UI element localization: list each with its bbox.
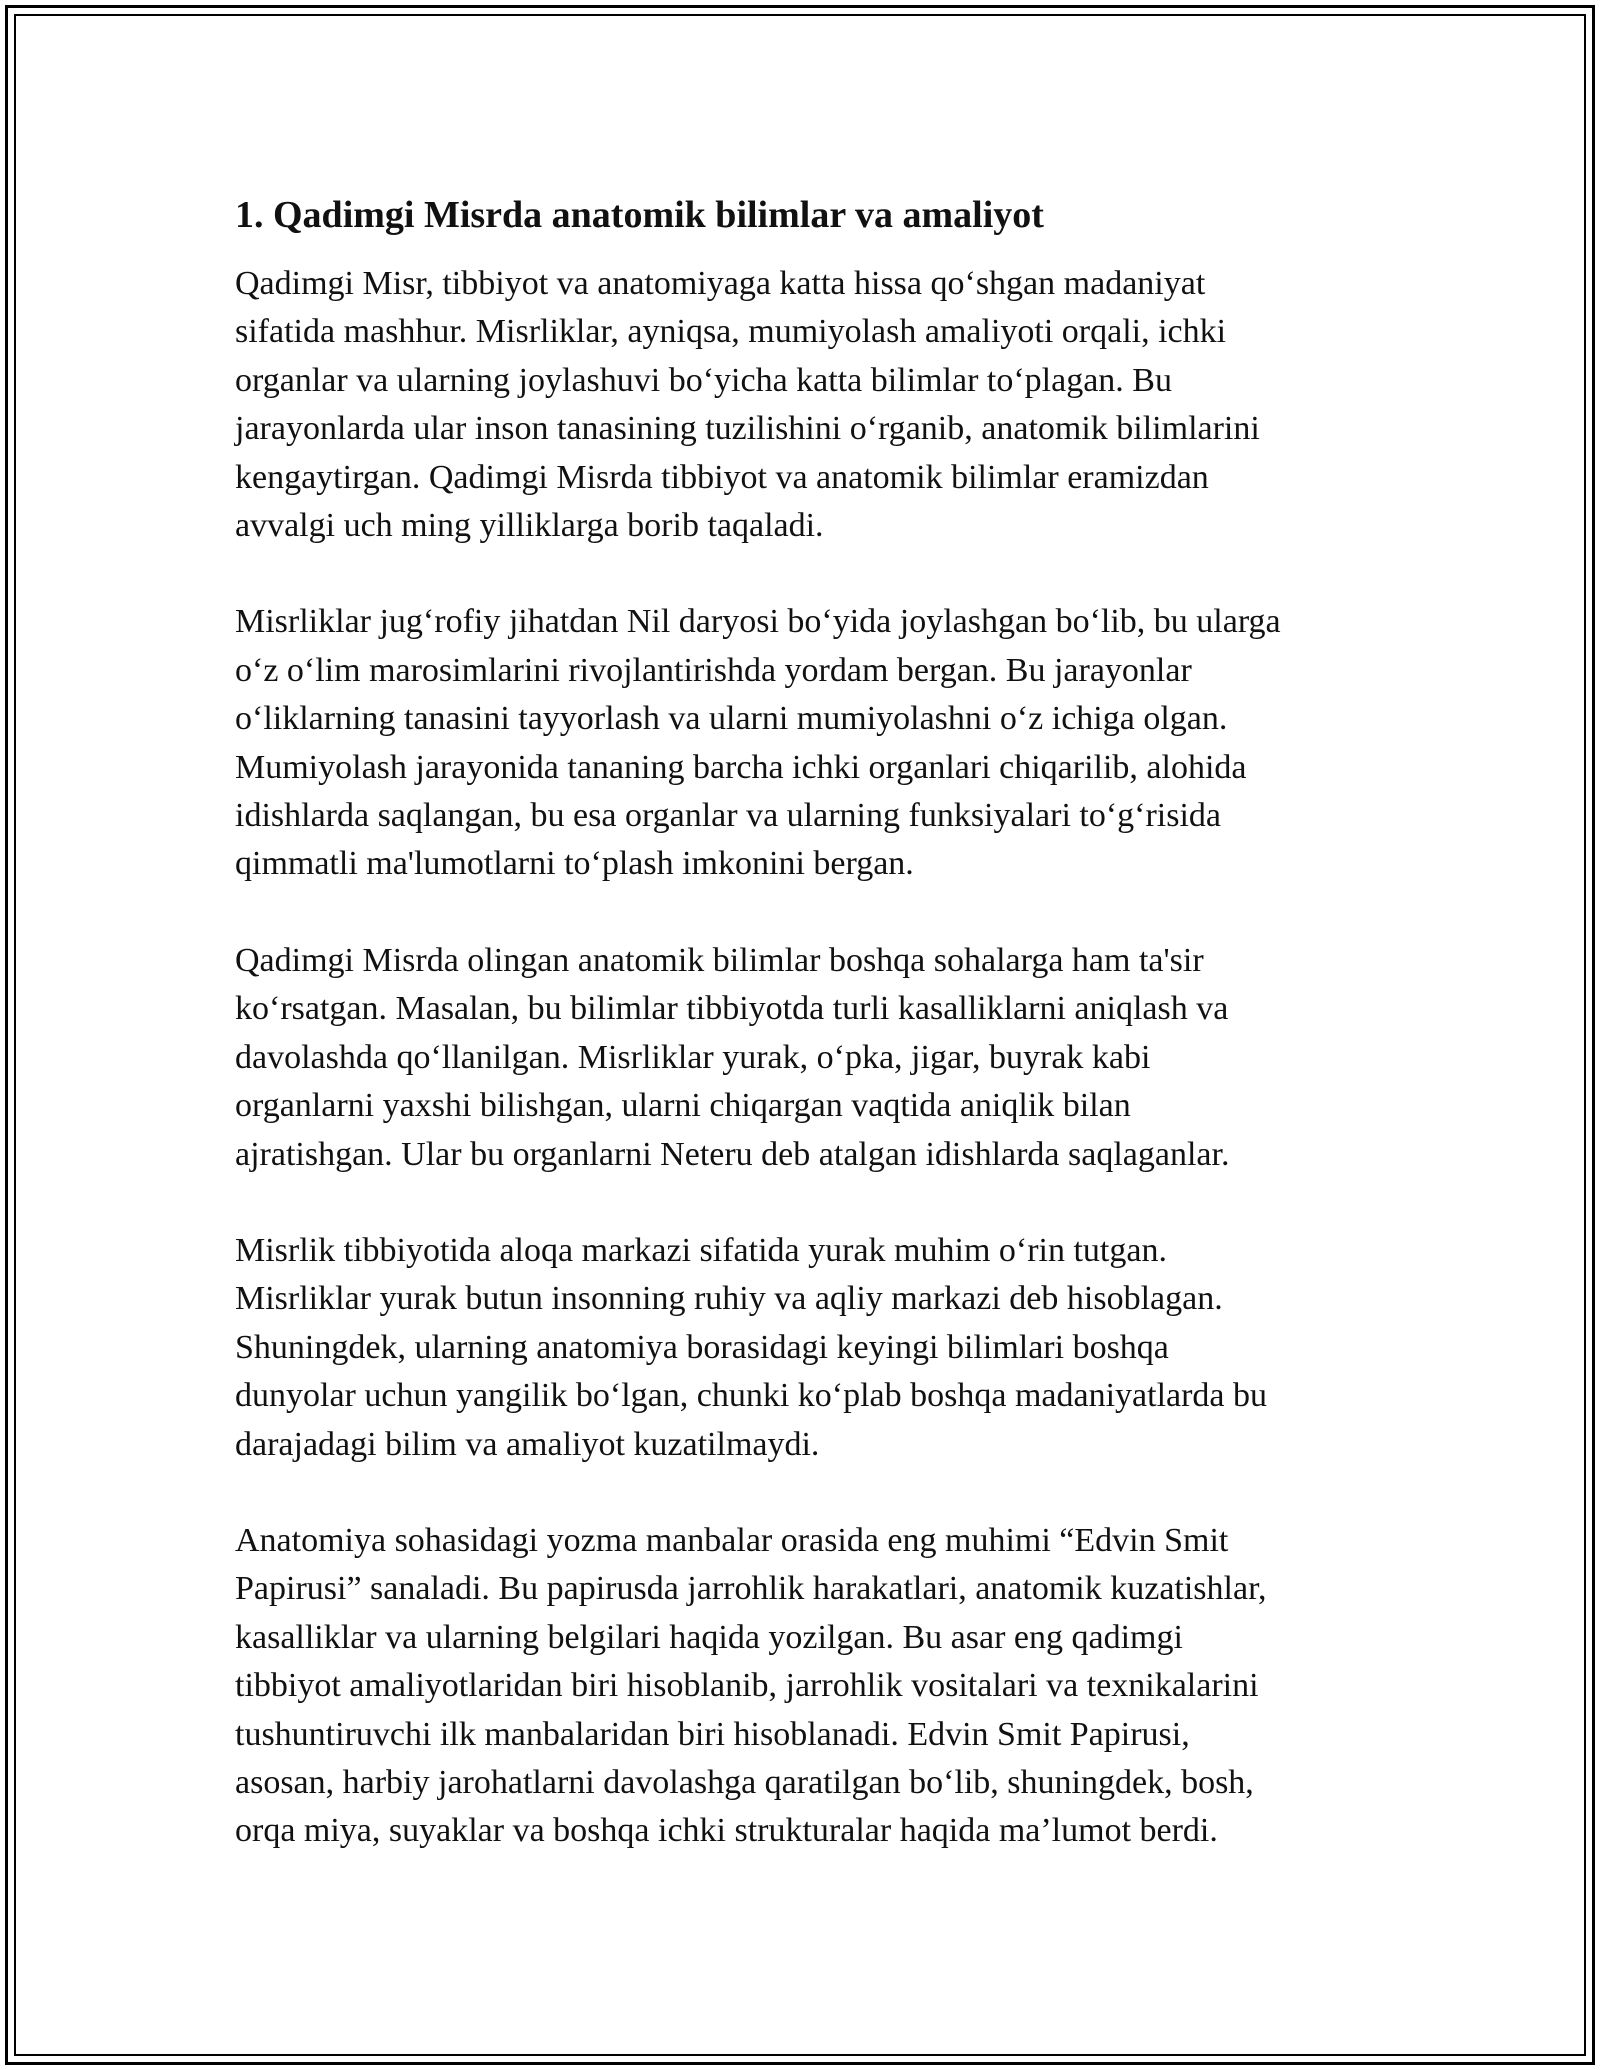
text-line: o‘liklarning tanasini tayyorlash va ularni mumiyolashni o‘z ichiga olgan. xyxy=(235,700,1228,738)
text-line: orqa miya, suyaklar va boshqa ichki strukturalar haqida ma’lumot berdi. xyxy=(235,1812,1218,1850)
paragraph-5 xyxy=(235,1517,1375,1856)
paragraph-4 xyxy=(235,1227,1375,1469)
text-line: organlar va ularning joylashuvi bo‘yicha katta bilimlar to‘plagan. Bu xyxy=(235,361,1172,399)
text-line: tushuntiruvchi ilk manbalaridan biri hisoblanadi. Edvin Smit Papirusi, xyxy=(235,1715,1190,1753)
text-line: Mumiyolash jarayonida tananing barcha ichki organlari chiqarilib, alohida xyxy=(235,748,1247,786)
text-line: idishlarda saqlangan, bu esa organlar va ularning funksiyalari to‘g‘risida xyxy=(235,797,1222,835)
text-line: Papirusi” sanaladi. Bu papirusda jarrohlik harakatlari, anatomik kuzatishlar, xyxy=(235,1570,1267,1608)
text-line: avvalgi uch ming yilliklarga borib taqaladi. xyxy=(235,507,824,545)
text-line: dunyolar uchun yangilik bo‘lgan, chunki ko‘plab boshqa madaniyatlarda bu xyxy=(235,1377,1268,1415)
text-line: davolashda qo‘llanilgan. Misrliklar yurak, o‘pka, jigar, buyrak kabi xyxy=(235,1038,1151,1076)
text-line: asosan, harbiy jarohatlarni davolashga qaratilgan bo‘lib, shuningdek, bosh, xyxy=(235,1763,1254,1801)
text-line: Misrliklar jug‘rofiy jihatdan Nil daryosi bo‘yida joylashgan bo‘lib, bu ularga xyxy=(235,603,1281,641)
text-line: ko‘rsatgan. Masalan, bu bilimlar tibbiyotda turli kasalliklarni aniqlash va xyxy=(235,990,1229,1028)
text-line: sifatida mashhur. Misrliklar, ayniqsa, mumiyolash amaliyoti orqali, ichki xyxy=(235,313,1227,351)
text-line: darajadagi bilim va amaliyot kuzatilmaydi. xyxy=(235,1425,820,1463)
text-line: Qadimgi Misr, tibbiyot va anatomiyaga katta hissa qo‘shgan madaniyat xyxy=(235,265,1206,302)
text-line: Anatomiya sohasidagi yozma manbalar orasida eng muhimi “Edvin Smit xyxy=(235,1521,1229,1559)
text-line: kengaytirgan. Qadimgi Misrda tibbiyot va anatomik bilimlar eramizdan xyxy=(235,458,1209,496)
text-line: jarayonlarda ular inson tanasining tuzilishini o‘rganib, anatomik bilimlarini xyxy=(235,410,1260,448)
document-body xyxy=(235,190,1375,1904)
section-heading: 1. Qadimgi Misrda anatomik bilimlar va amaliyot xyxy=(235,194,1044,236)
text-line: ajratishgan. Ular bu organlarni Neteru deb atalgan idishlarda saqlaganlar. xyxy=(235,1135,1230,1173)
paragraph-2 xyxy=(235,598,1375,888)
text-line: organlarni yaxshi bilishgan, ularni chiqargan vaqtida aniqlik bilan xyxy=(235,1087,1131,1125)
text-line: Qadimgi Misrda olingan anatomik bilimlar boshqa sohalarga ham ta'sir xyxy=(235,941,1204,979)
text-line: tibbiyot amaliyotlaridan biri hisoblanib, jarrohlik vositalari va texnikalarini xyxy=(235,1667,1259,1705)
text-line: Shuningdek, ularning anatomiya borasidagi keyingi bilimlari boshqa xyxy=(235,1328,1169,1366)
text-line: Misrliklar yurak butun insonning ruhiy va aqliy markazi deb hisoblagan. xyxy=(235,1280,1223,1318)
text-line: qimmatli ma'lumotlarni to‘plash imkonini bergan. xyxy=(235,845,914,883)
paragraph-3 xyxy=(235,937,1375,1179)
text-line: Misrlik tibbiyotida aloqa markazi sifatida yurak muhim o‘rin tutgan. xyxy=(235,1231,1167,1269)
text-line: kasalliklar va ularning belgilari haqida yozilgan. Bu asar eng qadimgi xyxy=(235,1618,1183,1656)
paragraph-1 xyxy=(235,260,1375,550)
text-line: o‘z o‘lim marosimlarini rivojlantirishda yordam bergan. Bu jarayonlar xyxy=(235,651,1192,689)
